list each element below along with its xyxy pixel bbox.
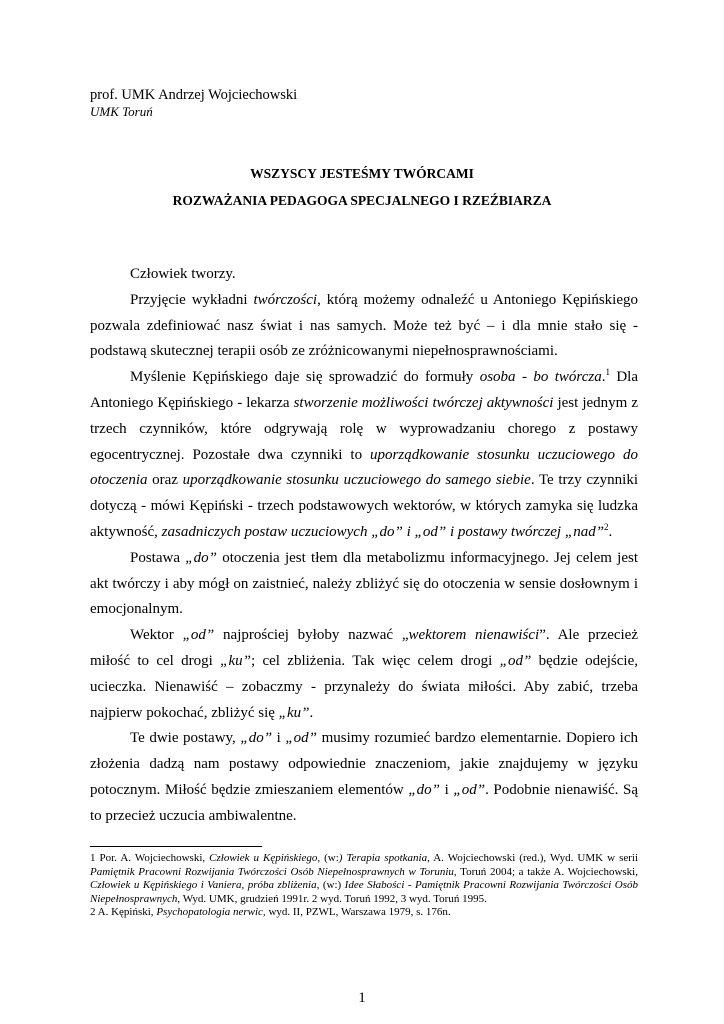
footnote-ref-2[interactable]: 2 xyxy=(604,521,609,532)
paragraph-1: Człowiek tworzy. xyxy=(130,266,236,282)
paragraph-3: Myślenie Kępińskiego daje się sprowadzić do formuły osoba - bo twórcza.$^1$ Dla Antoniego Kępińskiego - lekarza stworzenie możliwości twórczej aktywności jest jednym z trzech czynników, które odgrywają rolę w wyprowadzaniu chorego z postawy egocentrycznej. Pozostałe dwa czynniki to uporządkowanie stosunku uczuciowego do otoczenia oraz uporządkowanie stosunku uczuciowego do samego siebie. Te trzy czynniki dotyczą - mówi Kępiński - trzech podstawowych wektorów, w których zamyka się ludzka aktywność, zasadniczych postaw uczuciowych „do” i „od” i postawy twórczej „nad”$^2$. xyxy=(90,367,639,540)
paragraph-4: Postawa „do” otoczenia jest tłem dla metabolizmu informacyjnego. Jej celem jest akt twórczy i aby mógł on zaistnieć, należy zbliżyć się do otoczenia w sensie dosłownym i emocjonalnym. xyxy=(90,549,638,618)
footnote-2: 2 A. Kępiński, Psychopatologia nerwic, wyd. II, PZWL, Warszawa 1979, s. 176n. xyxy=(90,906,451,919)
footnote-1: 1 Por. A. Wojciechowski, Człowiek u Kępińskiego, (w:) Terapia spotkania, A. Wojciechowski (red.), Wyd. UMK w serii Pamiętnik Pracowni Rozwijania Twórczości Osób Niepełnosprawnych w Toruniu, Toruń 2004; a także A. Wojciechowski, Człowiek u Kępińskiego i Vaniera, próba zbliżenia, (w:) Idee Słabości - Pamiętnik Pracowni Rozwijania Twórczości Osób Niepełnosprawnych, Wyd. UMK, grudzień 1991r. 2 wyd. Toruń 1992, 3 wyd. Toruń 1995. xyxy=(90,852,639,905)
author-line: prof. UMK Andrzej Wojciechowski xyxy=(90,87,298,103)
paragraph-5: Wektor „od” najprościej byłoby nazwać „wektorem nienawiści”. Ale przecież miłość to cel drogi „ku”; cel zbliżenia. Tak więc celem drogi „od” będzie odejście, ucieczka. Nienawiść – zobaczmy - przynależy do świata miłości. Aby zabić, trzeba najpierw pokochać, zbliżyć się „ku”. xyxy=(90,627,639,721)
footnotes xyxy=(90,852,638,920)
footnote-separator xyxy=(90,846,262,847)
body-text xyxy=(90,262,638,830)
footnote-ref-1[interactable]: 1 xyxy=(605,367,610,378)
page-number: 1 xyxy=(358,990,366,1006)
paragraph-6: Te dwie postawy, „do” i „od” musimy rozumieć bardzo elementarnie. Dopiero ich złożenia dadzą nam postawy odpowiednie znaczeniom, jakie znajdujemy w języku potocznym. Miłość będzie zmieszaniem elementów „do” i „od”. Podobnie nienawiść. Są to przecież uczucia ambiwalentne. xyxy=(90,730,639,824)
affiliation-line: UMK Toruń xyxy=(90,104,153,119)
title-line-1: WSZYSCY JESTEŚMY TWÓRCAMI xyxy=(250,166,474,181)
paragraph-2: Przyjęcie wykładni twórczości, którą możemy odnaleźć u Antoniego Kępińskiego pozwala zdefiniować nasz świat i nas samych. Może też być – i dla mnie stało się - podstawą skutecznej terapii osób ze zróżnicowanymi niepełnosprawnościami. xyxy=(90,291,638,360)
title-line-2: ROZWAŻANIA PEDAGOGA SPECJALNEGO I RZEŹBIARZA xyxy=(172,193,552,208)
